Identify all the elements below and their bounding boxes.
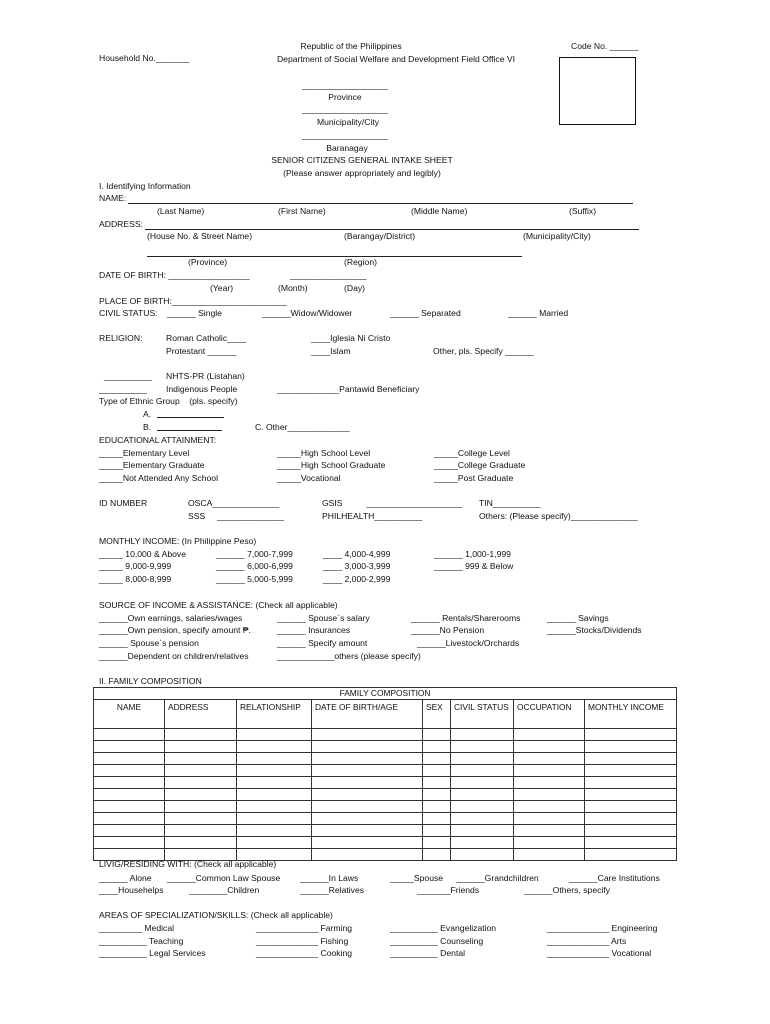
family-table-cell[interactable] (423, 813, 451, 825)
living-option[interactable]: _____Spouse (390, 873, 444, 883)
municipality-blank[interactable]: __________________ (301, 104, 389, 114)
skill-option[interactable]: _____________ Arts (547, 936, 627, 946)
religion-iglesia[interactable]: ____Iglesia Ni Cristo (311, 333, 391, 343)
family-table-cell[interactable] (514, 777, 585, 789)
dob-day-caption: (Day) (344, 283, 366, 293)
nhts-blank[interactable]: __________ (104, 371, 152, 381)
family-table-cell[interactable] (423, 837, 451, 849)
edu-post-graduate[interactable]: _____Post Graduate (434, 473, 514, 483)
dob-year-caption: (Year) (210, 283, 234, 293)
family-table-cell[interactable] (423, 849, 451, 861)
income-option[interactable]: _____ 9,000-9,999 (99, 561, 172, 571)
family-table-cell[interactable] (585, 837, 677, 849)
living-option[interactable]: ______Grandchildren (456, 873, 539, 883)
source-option[interactable]: ______ Rentals/Sharerooms (411, 613, 521, 623)
family-table-row (94, 813, 677, 825)
edu-college-level[interactable]: _____College Level (434, 448, 510, 458)
family-table-cell[interactable] (312, 729, 423, 741)
family-table-cell[interactable] (165, 825, 237, 837)
gsis-field[interactable]: GSIS ____________________ (322, 498, 463, 508)
family-table-cell[interactable] (237, 753, 312, 765)
civil-status-single[interactable]: ______ Single (167, 308, 222, 318)
family-table-cell[interactable] (451, 813, 514, 825)
family-table-cell[interactable] (585, 801, 677, 813)
family-table-cell[interactable] (165, 753, 237, 765)
barangay-blank[interactable]: __________________ (301, 130, 389, 140)
family-table-cell[interactable] (514, 753, 585, 765)
family-table-cell[interactable] (94, 813, 165, 825)
family-table-cell[interactable] (237, 837, 312, 849)
province-caption: (Province) (188, 257, 228, 267)
family-table-cell[interactable] (312, 813, 423, 825)
family-table-cell[interactable] (423, 753, 451, 765)
skill-option[interactable]: _____________ Vocational (547, 948, 652, 958)
living-option[interactable]: ______Others, specify (524, 885, 610, 895)
civil-status-widow[interactable]: ______Widow/Widower (262, 308, 353, 318)
place-of-birth-field[interactable]: PLACE OF BIRTH:________________________ (99, 296, 287, 306)
source-option[interactable]: ______Own earnings, salaries/wages (99, 613, 243, 623)
source-option[interactable]: ____________others (please specify) (277, 651, 421, 661)
family-table-cell[interactable] (514, 825, 585, 837)
first-name-caption: (First Name) (278, 206, 326, 216)
family-table-cell[interactable] (585, 753, 677, 765)
dob-month-caption: (Month) (278, 283, 308, 293)
address-label: ADDRESS: (99, 219, 143, 229)
edu-hs-graduate[interactable]: _____High School Graduate (277, 460, 386, 470)
family-table-cell[interactable] (514, 801, 585, 813)
col-header-monthly-income: MONTHLY INCOME (585, 700, 677, 729)
family-table-cell[interactable] (514, 729, 585, 741)
skill-option[interactable]: _____________ Farming (256, 923, 353, 933)
col-header-sex: SEX (423, 700, 451, 729)
family-table-cell[interactable] (423, 741, 451, 753)
income-option[interactable]: ______ 5,000-5,999 (216, 574, 293, 584)
family-table-cell[interactable] (312, 825, 423, 837)
source-option[interactable]: ______Own pension, specify amount ₱. (99, 625, 251, 635)
family-table-cell[interactable] (451, 765, 514, 777)
other-id-field[interactable]: Others: (Please specify)______________ (479, 511, 638, 521)
skill-option[interactable]: _________ Medical (99, 923, 175, 933)
family-table-row (94, 765, 677, 777)
house-no-caption: (House No. & Street Name) (147, 231, 253, 241)
family-table-cell[interactable] (451, 753, 514, 765)
edu-not-attended[interactable]: _____Not Attended Any School (99, 473, 218, 483)
family-table-cell[interactable] (165, 765, 237, 777)
family-table-cell[interactable] (514, 765, 585, 777)
skill-option[interactable]: _____________ Engineering (547, 923, 658, 933)
living-option[interactable]: ______In Laws (300, 873, 359, 883)
civil-status-label: CIVIL STATUS: (99, 308, 158, 318)
income-option[interactable]: _____ 10,000 & Above (99, 549, 186, 559)
family-table-cell[interactable] (312, 789, 423, 801)
family-table-cell[interactable] (94, 825, 165, 837)
education-label: EDUCATIONAL ATTAINMENT: (99, 435, 217, 445)
family-table-cell[interactable] (514, 813, 585, 825)
family-table-cell[interactable] (451, 801, 514, 813)
religion-protestant[interactable]: Protestant ______ (166, 346, 237, 356)
family-table-cell[interactable] (514, 849, 585, 861)
family-table-cell[interactable] (237, 741, 312, 753)
philhealth-field[interactable]: PHILHEALTH__________ (322, 511, 423, 521)
skill-option[interactable]: __________ Counseling (390, 936, 484, 946)
family-table-cell[interactable] (451, 777, 514, 789)
family-table-cell[interactable] (451, 789, 514, 801)
family-table-cell[interactable] (514, 741, 585, 753)
living-option[interactable]: ______Common Law Spouse (167, 873, 281, 883)
skill-option[interactable]: _____________ Cooking (256, 948, 353, 958)
income-option[interactable]: ____ 4,000-4,999 (323, 549, 391, 559)
family-table-cell[interactable] (94, 765, 165, 777)
id-number-label: ID NUMBER (99, 498, 148, 508)
province-label: Province (328, 92, 362, 102)
family-table-cell[interactable] (165, 741, 237, 753)
col-header-relationship: RELATIONSHIP (237, 700, 312, 729)
ethnic-a-label: A. (143, 409, 152, 419)
indigenous-label: Indigenous People (166, 384, 238, 394)
family-table-row (94, 837, 677, 849)
suffix-caption: (Suffix) (569, 206, 597, 216)
family-table-cell[interactable] (585, 741, 677, 753)
income-option[interactable]: _____ 8,000-8,999 (99, 574, 172, 584)
source-option[interactable]: ______ Spouse`s pension (99, 638, 199, 648)
living-option[interactable]: _______Friends (417, 885, 480, 895)
source-option[interactable]: ______No Pension (411, 625, 485, 635)
barangay-label: Baranagay (326, 143, 368, 153)
family-table-cell[interactable] (423, 825, 451, 837)
barangay-district-caption: (Barangay/District) (344, 231, 416, 241)
family-table-cell[interactable] (312, 777, 423, 789)
family-table-cell[interactable] (585, 849, 677, 861)
edu-elementary-graduate[interactable]: _____Elementary Graduate (99, 460, 205, 470)
family-table-cell[interactable] (585, 825, 677, 837)
living-option[interactable]: ______Care Institutions (569, 873, 660, 883)
monthly-income-label: MONTHLY INCOME: (In Philippine Peso) (99, 536, 257, 546)
ethnic-type-label: Type of Ethnic Group (pls. specify) (99, 396, 238, 406)
family-table-cell[interactable] (165, 789, 237, 801)
religion-other[interactable]: Other, pls. Specify ______ (433, 346, 534, 356)
department-heading: Department of Social Welfare and Development Field Office VI (276, 54, 516, 64)
ethnic-b-label: B. (143, 422, 152, 432)
family-composition-table (93, 687, 677, 861)
income-option[interactable]: ____ 2,000-2,999 (323, 574, 391, 584)
source-option[interactable]: ______ Insurances (277, 625, 351, 635)
income-option[interactable]: ______ 7,000-7,999 (216, 549, 293, 559)
family-section-heading: II. FAMILY COMPOSITION (99, 676, 202, 686)
living-option[interactable]: ______Relatives (300, 885, 365, 895)
family-table-cell[interactable] (94, 801, 165, 813)
name-label: NAME: (99, 193, 127, 203)
photo-box (559, 57, 636, 125)
family-table-cell[interactable] (237, 813, 312, 825)
identifying-section-heading: I. Identifying Information (99, 181, 191, 191)
family-table-title: FAMILY COMPOSITION (94, 688, 677, 700)
family-table-cell[interactable] (585, 729, 677, 741)
family-table-cell[interactable] (312, 753, 423, 765)
family-table-cell[interactable] (585, 777, 677, 789)
family-table-cell[interactable] (165, 837, 237, 849)
family-table-row (94, 741, 677, 753)
municipality-label: Municipality/City (316, 117, 380, 127)
civil-status-married[interactable]: ______ Married (508, 308, 569, 318)
dob-blank-2[interactable]: ________________ (290, 270, 367, 280)
family-table-cell[interactable] (451, 729, 514, 741)
family-table-cell[interactable] (423, 765, 451, 777)
family-table-cell[interactable] (451, 849, 514, 861)
family-table-cell[interactable] (165, 777, 237, 789)
nhts-label: NHTS-PR (Listahan) (166, 371, 245, 381)
skill-option[interactable]: __________ Teaching (99, 936, 184, 946)
family-table-cell[interactable] (94, 741, 165, 753)
osca-field[interactable]: OSCA______________ (188, 498, 280, 508)
family-table-cell[interactable] (312, 837, 423, 849)
edu-college-graduate[interactable]: _____College Graduate (434, 460, 526, 470)
family-table-cell[interactable] (585, 765, 677, 777)
family-table-cell[interactable] (237, 801, 312, 813)
republic-heading: Republic of the Philippines (300, 41, 402, 51)
living-option[interactable]: ______ Alone (99, 873, 152, 883)
family-table-row (94, 777, 677, 789)
col-header-address: ADDRESS (165, 700, 237, 729)
ethnic-a-line[interactable] (157, 417, 224, 418)
family-table-cell[interactable] (312, 801, 423, 813)
family-table-row (94, 729, 677, 741)
source-option[interactable]: ______ Spouse`s salary (277, 613, 370, 623)
religion-islam[interactable]: ____Islam (311, 346, 351, 356)
family-table-cell[interactable] (94, 753, 165, 765)
family-table-cell[interactable] (94, 789, 165, 801)
ethnic-c-other[interactable]: C. Other_____________ (255, 422, 350, 432)
edu-hs-level[interactable]: _____High School Level (277, 448, 371, 458)
religion-roman-catholic[interactable]: Roman Catholic____ (166, 333, 247, 343)
skill-option[interactable]: __________ Dental (390, 948, 466, 958)
municipality-city-caption: (Municipality/City) (523, 231, 591, 241)
family-table-cell[interactable] (237, 825, 312, 837)
family-table-cell[interactable] (585, 789, 677, 801)
col-header-name: NAME (94, 700, 165, 729)
col-header-civil-status: CIVIL STATUS (451, 700, 514, 729)
family-table-cell[interactable] (94, 837, 165, 849)
code-no-field[interactable]: Code No. ______ (571, 41, 639, 51)
family-table-cell[interactable] (312, 849, 423, 861)
edu-vocational[interactable]: _____Vocational (277, 473, 341, 483)
family-table-row (94, 801, 677, 813)
income-option[interactable]: ______ 999 & Below (434, 561, 514, 571)
family-table-row (94, 753, 677, 765)
household-no-field[interactable]: Household No._______ (99, 53, 190, 63)
family-table-cell[interactable] (237, 789, 312, 801)
family-table-cell[interactable] (237, 729, 312, 741)
living-option[interactable]: ____Househelps (99, 885, 164, 895)
religion-label: RELIGION: (99, 333, 143, 343)
family-table-cell[interactable] (94, 729, 165, 741)
skill-option[interactable]: _____________ Fishing (256, 936, 349, 946)
family-table-cell[interactable] (237, 765, 312, 777)
source-option[interactable]: ______Livestock/Orchards (417, 638, 520, 648)
income-option[interactable]: ______ 6,000-6,999 (216, 561, 293, 571)
pantawid-field[interactable]: _____________Pantawid Beneficiary (277, 384, 420, 394)
family-table-cell[interactable] (423, 729, 451, 741)
province-blank[interactable]: __________________ (301, 80, 389, 90)
income-option[interactable]: ____ 3,000-3,999 (323, 561, 391, 571)
form-title: SENIOR CITIZENS GENERAL INTAKE SHEET (271, 155, 453, 165)
region-caption: (Region) (344, 257, 377, 267)
family-table-cell[interactable] (312, 765, 423, 777)
family-table-cell[interactable] (312, 741, 423, 753)
family-table-cell[interactable] (451, 741, 514, 753)
address-input-line[interactable] (145, 229, 639, 230)
family-table-cell[interactable] (165, 813, 237, 825)
source-option[interactable]: ______Dependent on children/relatives (99, 651, 249, 661)
family-table-cell[interactable] (585, 813, 677, 825)
source-option[interactable]: ______Stocks/Dividends (547, 625, 642, 635)
skills-label: AREAS OF SPECIALIZATION/SKILLS: (Check all applicable) (99, 910, 333, 920)
tin-field[interactable]: TIN__________ (479, 498, 541, 508)
family-table-cell[interactable] (423, 777, 451, 789)
family-table-cell[interactable] (423, 801, 451, 813)
edu-elementary-level[interactable]: _____Elementary Level (99, 448, 190, 458)
source-option[interactable]: ______ Savings (547, 613, 609, 623)
family-table-cell[interactable] (514, 789, 585, 801)
family-table-cell[interactable] (423, 789, 451, 801)
dob-field[interactable]: DATE OF BIRTH: _________________ (99, 270, 250, 280)
family-table-cell[interactable] (165, 729, 237, 741)
source-income-label: SOURCE OF INCOME & ASSISTANCE: (Check all applicable) (99, 600, 338, 610)
source-option[interactable]: ______ Specify amount (277, 638, 368, 648)
family-table-cell[interactable] (514, 837, 585, 849)
name-input-line[interactable] (128, 203, 633, 204)
indigenous-blank[interactable]: __________ (99, 384, 147, 394)
skill-option[interactable]: __________ Legal Services (99, 948, 206, 958)
living-with-label: LIVIG/RESIDING WITH: (Check all applicable) (99, 859, 277, 869)
family-table-cell[interactable] (237, 777, 312, 789)
civil-status-separated[interactable]: ______ Separated (390, 308, 461, 318)
family-table-row (94, 825, 677, 837)
last-name-caption: (Last Name) (157, 206, 205, 216)
ethnic-b-line[interactable] (157, 430, 222, 431)
col-header-dob-age: DATE OF BIRTH/AGE (312, 700, 423, 729)
form-subtitle: (Please answer appropriately and legibly) (283, 168, 441, 178)
middle-name-caption: (Middle Name) (411, 206, 468, 216)
col-header-occupation: OCCUPATION (514, 700, 585, 729)
income-option[interactable]: ______ 1,000-1,999 (434, 549, 511, 559)
family-table-cell[interactable] (94, 777, 165, 789)
family-table-row (94, 789, 677, 801)
skill-option[interactable]: __________ Evangelization (390, 923, 497, 933)
family-table-cell[interactable] (451, 837, 514, 849)
family-table-cell[interactable] (165, 801, 237, 813)
family-table-cell[interactable] (451, 825, 514, 837)
sss-field[interactable]: SSS ______________ (188, 511, 285, 521)
living-option[interactable]: ________Children (189, 885, 260, 895)
